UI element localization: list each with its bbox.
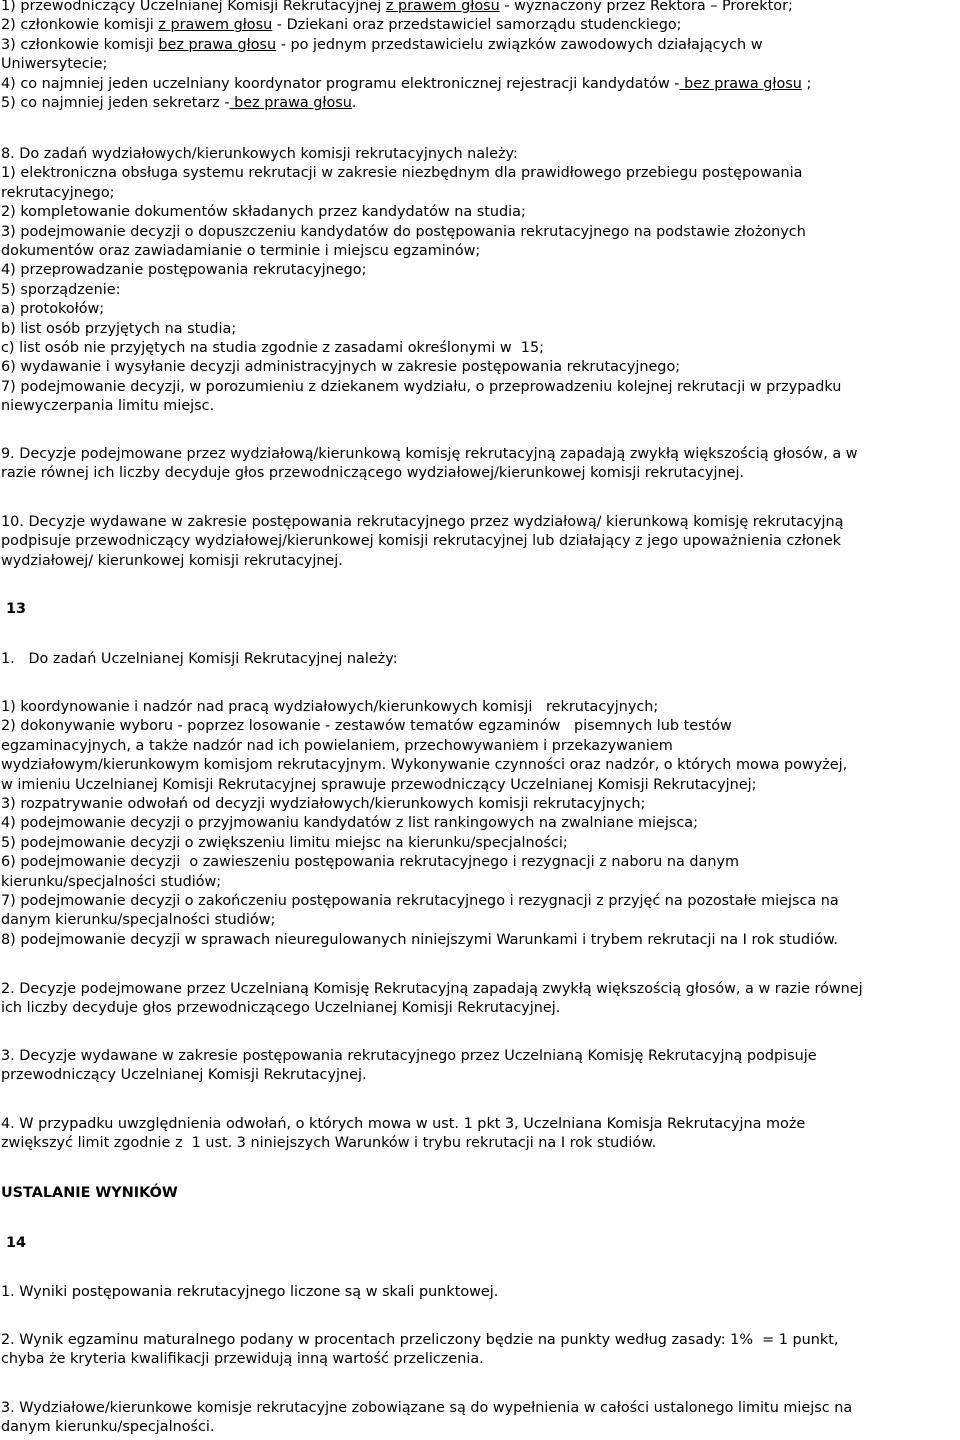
paragraph-line: a) protokołów; — [1, 301, 105, 318]
paragraph-line: 8. Do zadań wydziałowych/kierunkowych komisji rekrutacyjnych należy: — [1, 146, 518, 162]
paragraph-line: ich liczby decyduje głos przewodniczącego Uczelnianej Komisji Rekrutacyjnej. — [1, 1000, 561, 1017]
paragraph-line: 3. Wydziałowe/kierunkowe komisje rekrutacyjne zobowiązane są do wypełnienia w całości ustalonego limitu miejsc na — [1, 1400, 853, 1416]
list-item: danym kierunku/specjalności studiów; — [1, 912, 276, 929]
list-item: Uniwersytecie; — [1, 56, 108, 73]
paragraph-line: 3. Decyzje wydawane w zakresie postępowania rekrutacyjnego przez Uczelnianą Komisję Rekrutacyjną podpisuje — [1, 1048, 817, 1064]
paragraph-line: chyba że kryteria kwalifikacji przewidują inną wartość przeliczenia. — [1, 1351, 484, 1368]
paragraph-line: rekrutacyjnego; — [1, 184, 115, 201]
section-13-item-1 — [1, 650, 958, 669]
paragraph-line: b) list osób przyjętych na studia; — [1, 320, 237, 337]
section-number: 14 — [1, 1235, 27, 1251]
list-item: 8) podejmowanie decyzji w sprawach nieuregulowanych niniejszymi Warunkami i trybem rekrutacji na I rok studiów. — [1, 931, 838, 948]
paragraph-line: 1. Wyniki postępowania rekrutacyjnego liczone są w skali punktowej. — [1, 1284, 499, 1300]
paragraph-line: podpisuje przewodniczący wydziałowej/kierunkowej komisji rekrutacyjnej lub działający z jego upoważnienia członek — [1, 533, 842, 550]
list-item: 2) dokonywanie wyboru - poprzez losowanie - zestawów tematów egzaminów pisemnych lub testów — [1, 718, 732, 735]
paragraph-line: wydziałowej/ kierunkowej komisji rekrutacyjnej. — [1, 552, 343, 569]
paragraph-line: danym kierunku/specjalności. — [1, 1419, 215, 1436]
paragraph-8 — [1, 145, 958, 417]
paragraph-line: zwiększyć limit zgodnie z 1 ust. 3 niniejszych Warunków i trybu rekrutacji na I rok studiów. — [1, 1135, 657, 1152]
list-item: kierunku/specjalności studiów; — [1, 873, 222, 890]
section-14-item-2 — [1, 1331, 958, 1370]
paragraph-line: 2. Decyzje podejmowane przez Uczelnianą Komisję Rekrutacyjną zapadają zwykłą większością głosów, a w razie równej — [1, 981, 863, 997]
paragraph-line: razie równej ich liczby decyduje głos przewodniczącego wydziałowej/kierunkowej komisji rekrutacyjnej. — [1, 465, 745, 482]
list-item: 7) podejmowanie decyzji o zakończeniu postępowania rekrutacyjnego i rezygnacji z przyjęć na pozostałe miejsca na — [1, 893, 839, 910]
section-number: 13 — [1, 601, 27, 617]
results-heading — [1, 1184, 958, 1203]
paragraph-line: 4. W przypadku uwzględnienia odwołań, o których mowa w ust. 1 pkt 3, Uczelniana Komisja Rekrutacyjna może — [1, 1116, 806, 1132]
list-item: 3) członkowie komisji bez prawa głosu - po jednym przedstawicielu związków zawodowych działających w — [1, 36, 763, 53]
list-item: 6) podejmowanie decyzji o zawieszeniu postępowania rekrutacyjnego i rezygnacji z naboru na danym — [1, 854, 739, 871]
paragraph-9 — [1, 445, 958, 484]
list-item: 4) co najmniej jeden uczelniany koordynator programu elektronicznej rejestracji kandydatów - bez prawa głosu ; — [1, 75, 812, 92]
list-item: 2) członkowie komisji z prawem głosu - Dziekani oraz przedstawiciel samorządu studenckiego; — [1, 17, 682, 34]
paragraph-line: 2. Wynik egzaminu maturalnego podany w procentach przeliczony będzie na punkty według zasady: 1% = 1 punkt, — [1, 1332, 839, 1348]
list-item: 3) rozpatrywanie odwołań od decyzji wydziałowych/kierunkowych komisji rekrutacyjnych; — [1, 796, 646, 813]
paragraph-10 — [1, 513, 958, 571]
section-13-duties-list — [1, 698, 958, 950]
paragraph-line: dokumentów oraz zawiadamianie o terminie i miejscu egzaminów; — [1, 243, 481, 260]
section-title: USTALANIE WYNIKÓW — [1, 1185, 178, 1201]
paragraph-line: 6) wydawanie i wysyłanie decyzji administracyjnych w zakresie postępowania rekrutacyjnego; — [1, 359, 681, 376]
paragraph-line: 9. Decyzje podejmowane przez wydziałową/kierunkową komisję rekrutacyjną zapadają zwykłą większością głosów, a w — [1, 446, 858, 462]
paragraph-line: 10. Decyzje wydawane w zakresie postępowania rekrutacyjnego przez wydziałową/ kierunkową komisję rekrutacyjną — [1, 514, 844, 530]
list-item: 1) przewodniczący Uczelnianej Komisji Rekrutacyjnej z prawem głosu - wyznaczony przez Rektora – Prorektor; — [1, 0, 793, 14]
section-13-item-3 — [1, 1047, 958, 1086]
section-13-item-4 — [1, 1115, 958, 1154]
paragraph-line: 7) podejmowanie decyzji, w porozumieniu z dziekanem wydziału, o przeprowadzeniu kolejnej rekrutacji w przypadku — [1, 378, 842, 395]
section-14-item-3 — [1, 1399, 958, 1438]
list-item: w imieniu Uczelnianej Komisji Rekrutacyjnej sprawuje przewodniczący Uczelnianej Komisji Rekrutacyjnej; — [1, 776, 757, 793]
section-14-item-1 — [1, 1283, 958, 1302]
paragraph-line: 4) przeprowadzanie postępowania rekrutacyjnego; — [1, 262, 367, 279]
section-13-item-2 — [1, 980, 958, 1019]
list-item: 4) podejmowanie decyzji o przyjmowaniu kandydatów z list rankingowych na zwalniane miejsca; — [1, 815, 698, 832]
list-item: 5) co najmniej jeden sekretarz - bez prawa głosu. — [1, 95, 357, 112]
section-14-heading — [1, 1234, 958, 1253]
list-item: 1) koordynowanie i nadzór nad pracą wydziałowych/kierunkowych komisji rekrutacyjnych; — [1, 699, 659, 715]
paragraph-line: 1. Do zadań Uczelnianej Komisji Rekrutacyjnej należy: — [1, 651, 398, 667]
paragraph-line: c) list osób nie przyjętych na studia zgodnie z zasadami określonymi w 15; — [1, 340, 544, 357]
section-13-heading — [1, 600, 958, 619]
paragraph-line: 5) sporządzenie: — [1, 281, 121, 298]
paragraph-line: przewodniczący Uczelnianej Komisji Rekrutacyjnej. — [1, 1067, 367, 1084]
paragraph-line: niewyczerpania limitu miejsc. — [1, 398, 215, 415]
list-item: egzaminacyjnych, a także nadzór nad ich powielaniem, przechowywaniem i przekazywaniem — [1, 737, 673, 754]
list-item: wydziałowym/kierunkowym komisjom rekrutacyjnym. Wykonywanie czynności oraz nadzór, o których mowa powyżej, — [1, 757, 848, 774]
list-item: 5) podejmowanie decyzji o zwiększeniu limitu miejsc na kierunku/specjalności; — [1, 834, 568, 851]
paragraph-line: 3) podejmowanie decyzji o dopuszczeniu kandydatów do postępowania rekrutacyjnego na podstawie złożonych — [1, 223, 806, 240]
paragraph-line: 2) kompletowanie dokumentów składanych przez kandydatów na studia; — [1, 204, 526, 221]
commission-members-list — [1, 0, 958, 113]
paragraph-line: 1) elektroniczna obsługa systemu rekrutacji w zakresie niezbędnym dla prawidłowego przebiegu postępowania — [1, 165, 803, 182]
